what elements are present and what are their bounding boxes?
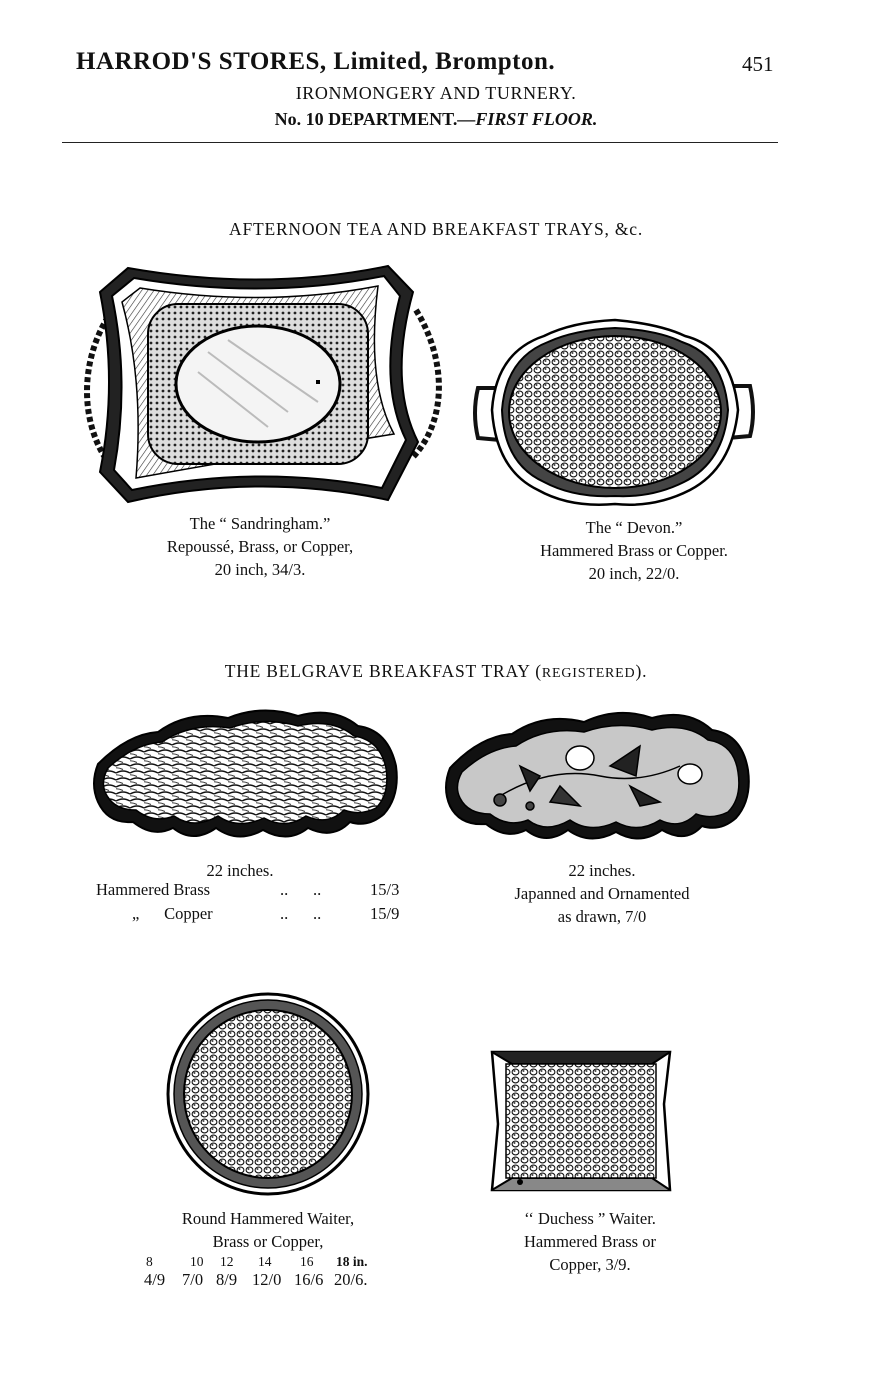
sandringham-price: 20 inch, 34/3.: [214, 560, 306, 579]
duchess-name: ‘‘ Duchess ” Waiter.: [524, 1209, 656, 1228]
sandringham-tray: [88, 262, 438, 512]
department-number: No. 10 DEPARTMENT.: [274, 109, 458, 129]
sandringham-caption: [110, 512, 410, 581]
devon-name: The “ Devon.”: [585, 518, 683, 537]
size-12: 12: [220, 1254, 234, 1269]
size-18: 18 in.: [336, 1254, 368, 1269]
belgrave-japanned-tray: [440, 706, 760, 856]
japanned-size: 22 inches.: [568, 861, 636, 880]
brass-label: Hammered Brass: [96, 880, 211, 899]
brass-price: 15/3: [370, 880, 400, 899]
copper-label: „ Copper: [132, 904, 213, 923]
department-line: IRONMONGERY AND TURNERY.: [295, 83, 577, 103]
belgrave-hammered-tray: [88, 704, 408, 854]
copper-price: 15/9: [370, 904, 400, 923]
price-16: 16/6: [294, 1270, 324, 1289]
belgrave-price-row-copper: [96, 904, 400, 924]
duchess-waiter-caption: [440, 1207, 740, 1276]
sandringham-material: Repoussé, Brass, or Copper,: [166, 537, 354, 556]
brass-dots: .. ..: [280, 880, 322, 899]
round-waiter-caption: [118, 1207, 418, 1253]
department-floor: —FIRST FLOOR.: [457, 109, 598, 129]
belgrave-japanned-caption: [452, 859, 752, 928]
duchess-material: Hammered Brass or: [524, 1232, 656, 1251]
size-16: 16: [300, 1254, 314, 1269]
belgrave-title-main: THE BELGRAVE BREAKFAST TRAY (: [224, 661, 542, 681]
sandringham-name: The “ Sandringham.”: [189, 514, 331, 533]
belgrave-title-registered: REGISTERED: [541, 666, 636, 681]
belgrave-hammered-size: 22 inches.: [206, 861, 274, 880]
department-number-line: [0, 109, 872, 130]
section-title-belgrave: [0, 661, 872, 682]
size-8: 8: [146, 1254, 153, 1269]
round-waiter-name: Round Hammered Waiter,: [181, 1209, 355, 1228]
round-hammered-waiter: [164, 990, 374, 1200]
devon-caption: [484, 516, 784, 585]
firm-name: HARROD'S STORES, Limited, Brompton.: [76, 48, 556, 75]
duchess-price: Copper, 3/9.: [549, 1255, 631, 1274]
price-12: 8/9: [216, 1270, 238, 1289]
belgrave-title-end: ).: [635, 661, 648, 681]
round-waiter-material: Brass or Copper,: [212, 1232, 324, 1251]
price-8: 4/9: [144, 1270, 166, 1289]
japanned-line1: Japanned and Ornamented: [514, 884, 690, 903]
section-title-tea-trays: AFTERNOON TEA AND BREAKFAST TRAYS, &c.: [229, 219, 643, 239]
duchess-waiter: [484, 1044, 684, 1204]
devon-price: 20 inch, 22/0.: [588, 564, 680, 583]
japanned-line2: as drawn, 7/0: [557, 907, 647, 926]
belgrave-price-row-brass: [96, 880, 400, 900]
page-number: 451: [742, 52, 774, 76]
size-10: 10: [190, 1254, 204, 1269]
sandringham-right-handle: [413, 310, 439, 457]
price-18: 20/6.: [334, 1270, 368, 1289]
price-14: 12/0: [252, 1270, 282, 1289]
devon-tray: [470, 318, 760, 508]
header-rule: [62, 142, 778, 143]
devon-material: Hammered Brass or Copper.: [540, 541, 728, 560]
size-14: 14: [258, 1254, 272, 1269]
copper-dots: .. ..: [280, 904, 322, 923]
price-10: 7/0: [182, 1270, 204, 1289]
